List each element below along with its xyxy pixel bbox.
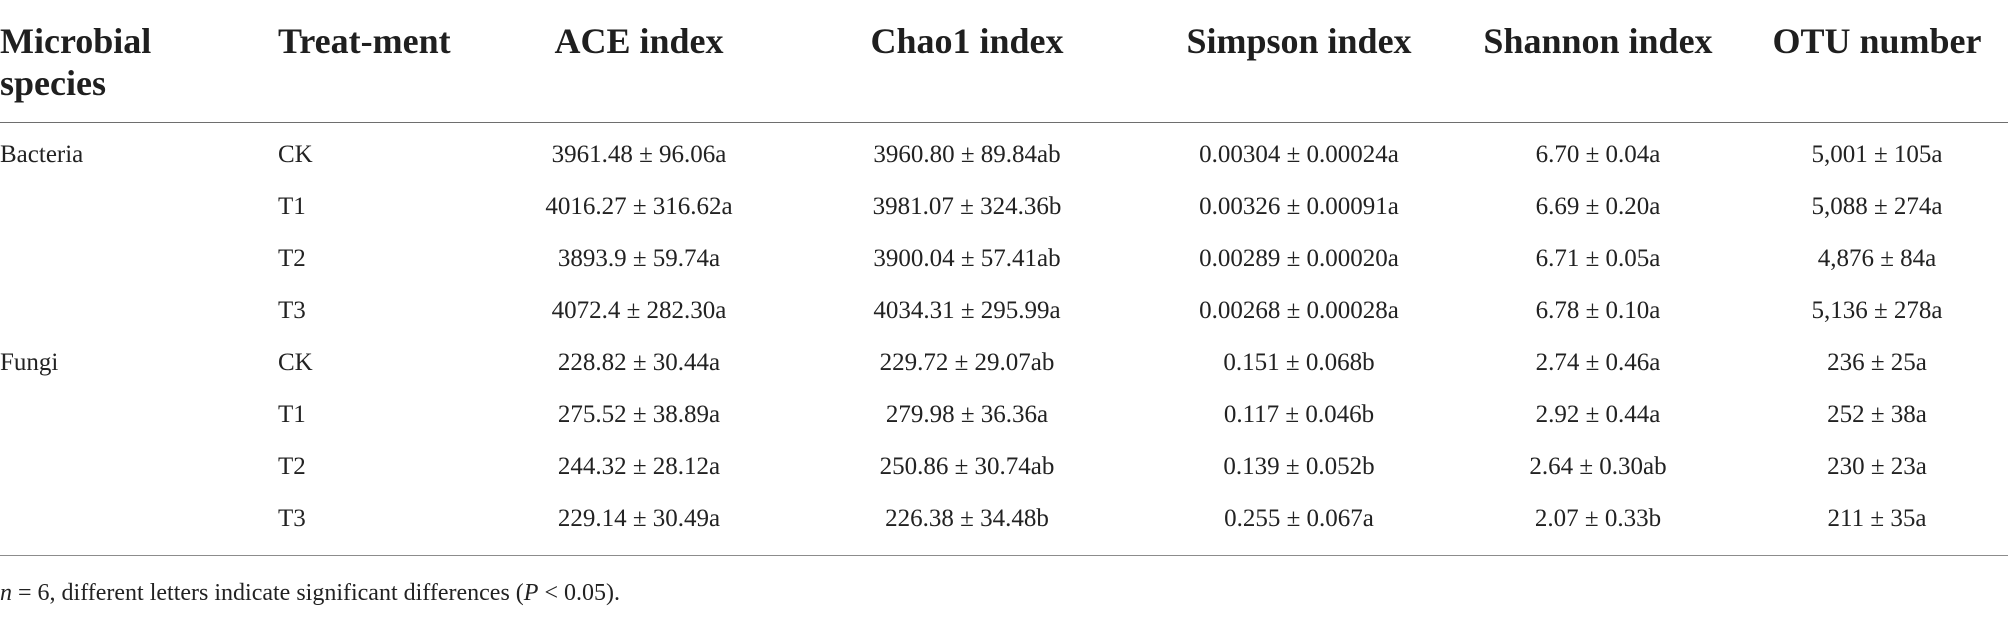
table-row [0,493,2008,556]
cell-ace: 3893.9 ± 59.74a [557,245,721,272]
header-treatment: Treat-ment [278,20,492,123]
cell-simpson: 0.139 ± 0.052b [1223,453,1375,480]
cell-otu: 230 ± 23a [1827,453,1927,480]
cell-chao1: 3981.07 ± 324.36b [872,193,1062,220]
cell-treatment: T3 [278,297,306,324]
cell-otu: 5,088 ± 274a [1811,193,1943,220]
cell-treatment: T2 [278,245,306,272]
cell-ace: 4016.27 ± 316.62a [545,193,733,220]
cell-shannon: 2.64 ± 0.30ab [1529,453,1667,480]
table-row [0,123,2008,182]
table-row [0,441,2008,493]
cell-treatment: CK [278,141,313,168]
cell-simpson: 0.00326 ± 0.00091a [1199,193,1399,220]
cell-chao1: 279.98 ± 36.36a [885,401,1049,428]
footnote-p-text: < 0.05). [538,580,620,606]
cell-simpson: 0.00289 ± 0.00020a [1199,245,1399,272]
cell-shannon: 2.92 ± 0.44a [1535,401,1661,428]
cell-ace: 228.82 ± 30.44a [557,349,721,376]
cell-species [0,441,278,493]
cell-shannon: 6.78 ± 0.10a [1535,297,1661,324]
cell-otu: 211 ± 35a [1746,493,2008,556]
cell-ace: 3961.48 ± 96.06a [551,141,727,168]
cell-ace: 275.52 ± 38.89a [557,401,721,428]
cell-otu: 5,136 ± 278a [1811,297,1943,324]
cell-otu: 4,876 ± 84a [1817,245,1937,272]
cell-chao1: 229.72 ± 29.07ab [879,349,1055,376]
cell-shannon: 6.69 ± 0.20a [1535,193,1661,220]
cell-species [0,285,278,337]
header-ace-index: ACE index [492,20,786,123]
cell-simpson: 0.117 ± 0.046b [1223,401,1375,428]
cell-shannon: 6.70 ± 0.04a [1535,141,1661,168]
cell-shannon: 2.74 ± 0.46a [1535,349,1661,376]
cell-ace: 4072.4 ± 282.30a [551,297,727,324]
table-row [0,285,2008,337]
cell-otu: 5,001 ± 105a [1811,141,1943,168]
cell-ace: 229.14 ± 30.49a [492,493,786,556]
cell-otu: 252 ± 38a [1827,401,1927,428]
header-otu-number: OTU number [1746,20,2008,123]
cell-chao1: 3960.80 ± 89.84ab [873,141,1061,168]
cell-species [0,233,278,285]
table-row [0,337,2008,389]
cell-chao1: 250.86 ± 30.74ab [879,453,1055,480]
cell-treatment: T1 [278,193,306,220]
cell-chao1: 226.38 ± 34.48b [786,493,1148,556]
header-shannon-index: Shannon index [1450,20,1746,123]
table-row [0,233,2008,285]
cell-treatment: T2 [278,453,306,480]
cell-otu: 236 ± 25a [1827,349,1927,376]
cell-species [0,181,278,233]
cell-shannon: 2.07 ± 0.33b [1450,493,1746,556]
cell-simpson: 0.00268 ± 0.00028a [1199,297,1399,324]
header-microbial-species: Microbial species [0,20,278,123]
cell-chao1: 4034.31 ± 295.99a [873,297,1061,324]
cell-treatment: T3 [278,493,492,556]
header-simpson-index: Simpson index [1148,20,1450,123]
cell-simpson: 0.151 ± 0.068b [1223,349,1375,376]
header-chao1-index: Chao1 index [786,20,1148,123]
table-footnote [0,580,620,607]
cell-shannon: 6.71 ± 0.05a [1535,245,1661,272]
cell-treatment: T1 [278,401,306,428]
cell-simpson: 0.00304 ± 0.00024a [1199,141,1399,168]
cell-chao1: 3900.04 ± 57.41ab [873,245,1061,272]
footnote-n-text: = 6, different letters indicate significant differences ( [12,580,524,606]
diversity-table [0,20,2008,556]
table-row [0,389,2008,441]
cell-simpson: 0.255 ± 0.067a [1148,493,1450,556]
cell-species [0,389,278,441]
cell-species [0,493,278,556]
cell-treatment: CK [278,349,313,376]
cell-species: Fungi [0,349,59,376]
footnote-p-variable: P [523,580,539,606]
table-row [0,181,2008,233]
cell-species: Bacteria [0,141,84,168]
cell-ace: 244.32 ± 28.12a [557,453,721,480]
footnote-n-variable: n [0,580,12,606]
header-row [0,20,2008,123]
